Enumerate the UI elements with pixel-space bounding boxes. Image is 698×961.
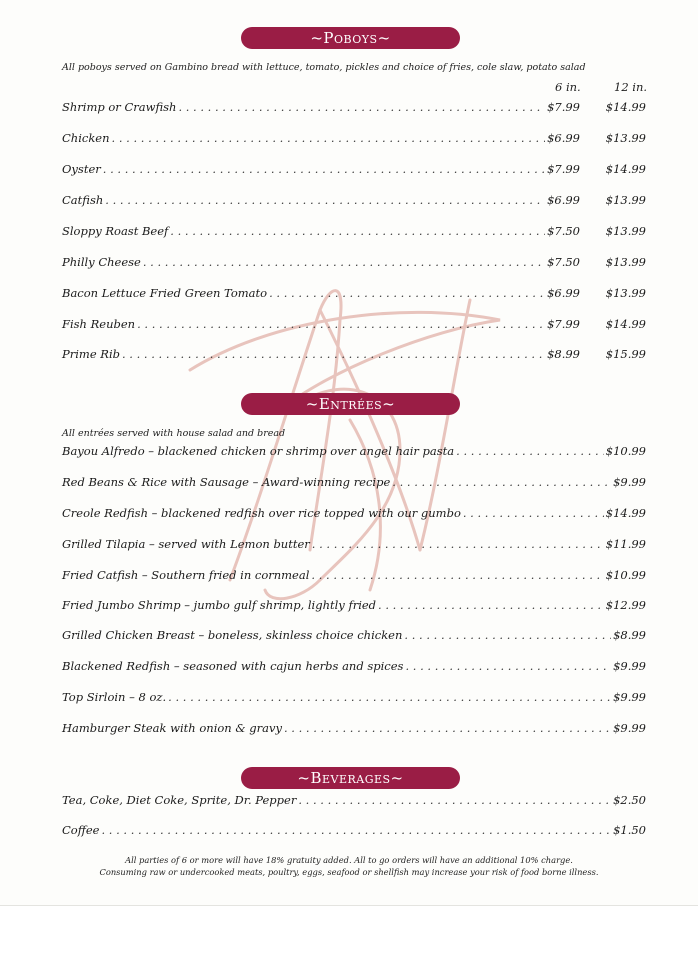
item-price-12in: $13.99	[605, 131, 646, 145]
item-price-6in: $7.99	[547, 162, 580, 176]
beverages-section-title: ~Beverages~	[241, 767, 460, 789]
item-name: Fish Reuben	[62, 317, 136, 331]
item-price: $9.99	[613, 721, 646, 735]
item-name: Sloppy Roast Beef	[62, 224, 169, 238]
item-price: $14.99	[605, 506, 646, 520]
footer-health-warning: Consuming raw or undercooked meats, poultry, eggs, seafood or shellfish may increase your risk of food borne illness.	[99, 867, 599, 877]
item-price: $9.99	[613, 659, 646, 673]
item-price-6in: $8.99	[547, 347, 580, 361]
item-name: Blackened Redfish – seasoned with cajun herbs and spices	[62, 659, 404, 673]
dot-leader	[392, 475, 611, 489]
menu-item	[62, 475, 646, 491]
dot-leader	[269, 286, 545, 300]
menu-item	[62, 598, 646, 614]
item-price-12in: $14.99	[605, 162, 646, 176]
item-price-6in: $6.99	[547, 193, 580, 207]
item-name: Red Beans & Rice with Sausage – Award-winning recipe	[62, 475, 391, 489]
scan-margin	[0, 905, 698, 961]
item-price: $12.99	[605, 598, 646, 612]
dot-leader	[311, 568, 603, 582]
item-name: Chicken	[62, 131, 110, 145]
dot-leader	[178, 100, 545, 114]
item-price-6in: $6.99	[547, 131, 580, 145]
item-price: $10.99	[605, 568, 646, 582]
item-price-12in: $13.99	[605, 286, 646, 300]
menu-item	[62, 793, 646, 809]
item-price-6in: $7.50	[547, 255, 580, 269]
item-price-12in: $15.99	[605, 347, 646, 361]
menu-item	[62, 506, 646, 522]
item-price-6in: $7.50	[547, 224, 580, 238]
dot-leader	[168, 690, 611, 704]
item-name: Bacon Lettuce Fried Green Tomato	[62, 286, 268, 300]
item-price: $11.99	[605, 537, 646, 551]
poboys-note: All poboys served on Gambino bread with lettuce, tomato, pickles and choice of fries, cole slaw, potato salad	[62, 62, 586, 73]
item-name: Fried Catfish – Southern fried in cornmeal	[62, 568, 310, 582]
item-name: Grilled Chicken Breast – boneless, skinless choice chicken	[62, 628, 403, 642]
item-name: Grilled Tilapia – served with Lemon butter	[62, 537, 310, 551]
menu-item	[62, 193, 580, 209]
menu-item	[62, 659, 646, 675]
dot-leader	[405, 659, 611, 673]
item-price: $9.99	[613, 475, 646, 489]
item-price-6in: $7.99	[547, 100, 580, 114]
item-name: Creole Redfish – blackened redfish over rice topped with our gumbo	[62, 506, 461, 520]
item-price-12in: $13.99	[605, 224, 646, 238]
item-name: Prime Rib	[62, 347, 120, 361]
menu-item	[62, 224, 580, 240]
item-price-12in: $14.99	[605, 100, 646, 114]
entrees-section-title: ~Entrées~	[241, 393, 460, 415]
menu-item	[62, 347, 580, 363]
dot-leader	[312, 537, 604, 551]
dot-leader	[298, 793, 611, 807]
entrees-note: All entrées served with house salad and bread	[62, 428, 286, 439]
item-price: $8.99	[613, 628, 646, 642]
dot-leader	[456, 444, 604, 458]
menu-item	[62, 131, 580, 147]
menu-item	[62, 286, 580, 302]
item-name: Top Sirloin – 8 oz.	[62, 690, 167, 704]
item-price-12in: $13.99	[605, 255, 646, 269]
dot-leader	[122, 347, 545, 361]
item-name: Fried Jumbo Shrimp – jumbo gulf shrimp, lightly fried	[62, 598, 377, 612]
menu-item	[62, 628, 646, 644]
menu-item	[62, 444, 646, 460]
dot-leader	[137, 317, 545, 331]
dot-leader	[112, 131, 546, 145]
footer-gratuity-note: All parties of 6 or more will have 18% gratuity added. All to go orders will have an additional 10% charge.	[125, 855, 573, 865]
dot-leader	[143, 255, 545, 269]
menu-item	[62, 317, 580, 333]
column-12in-header: 12 in.	[614, 80, 648, 94]
menu-item	[62, 721, 646, 737]
item-name: Coffee	[62, 823, 100, 837]
poboys-section-title: ~Poboys~	[241, 27, 460, 49]
menu-item	[62, 823, 646, 839]
dot-leader	[284, 721, 611, 735]
item-price: $2.50	[613, 793, 646, 807]
dot-leader	[378, 598, 604, 612]
item-name: Tea, Coke, Diet Coke, Sprite, Dr. Pepper	[62, 793, 297, 807]
item-price: $1.50	[613, 823, 646, 837]
dot-leader	[404, 628, 611, 642]
item-name: Philly Cheese	[62, 255, 141, 269]
item-price-6in: $6.99	[547, 286, 580, 300]
dot-leader	[105, 193, 545, 207]
menu-item	[62, 537, 646, 553]
item-name: Hamburger Steak with onion & gravy	[62, 721, 282, 735]
item-price-6in: $7.99	[547, 317, 580, 331]
dot-leader	[170, 224, 545, 238]
menu-item	[62, 690, 646, 706]
item-price: $9.99	[613, 690, 646, 704]
menu-item	[62, 568, 646, 584]
item-price: $10.99	[605, 444, 646, 458]
item-price-12in: $13.99	[605, 193, 646, 207]
item-name: Catfish	[62, 193, 104, 207]
item-name: Shrimp or Crawfish	[62, 100, 177, 114]
dot-leader	[101, 823, 611, 837]
menu-item	[62, 255, 580, 271]
item-name: Bayou Alfredo – blackened chicken or shrimp over angel hair pasta	[62, 444, 455, 458]
menu-item	[62, 162, 580, 178]
dot-leader	[103, 162, 545, 176]
menu-item	[62, 100, 580, 116]
item-price-12in: $14.99	[605, 317, 646, 331]
dot-leader	[463, 506, 604, 520]
item-name: Oyster	[62, 162, 101, 176]
column-6in-header: 6 in.	[555, 80, 581, 94]
